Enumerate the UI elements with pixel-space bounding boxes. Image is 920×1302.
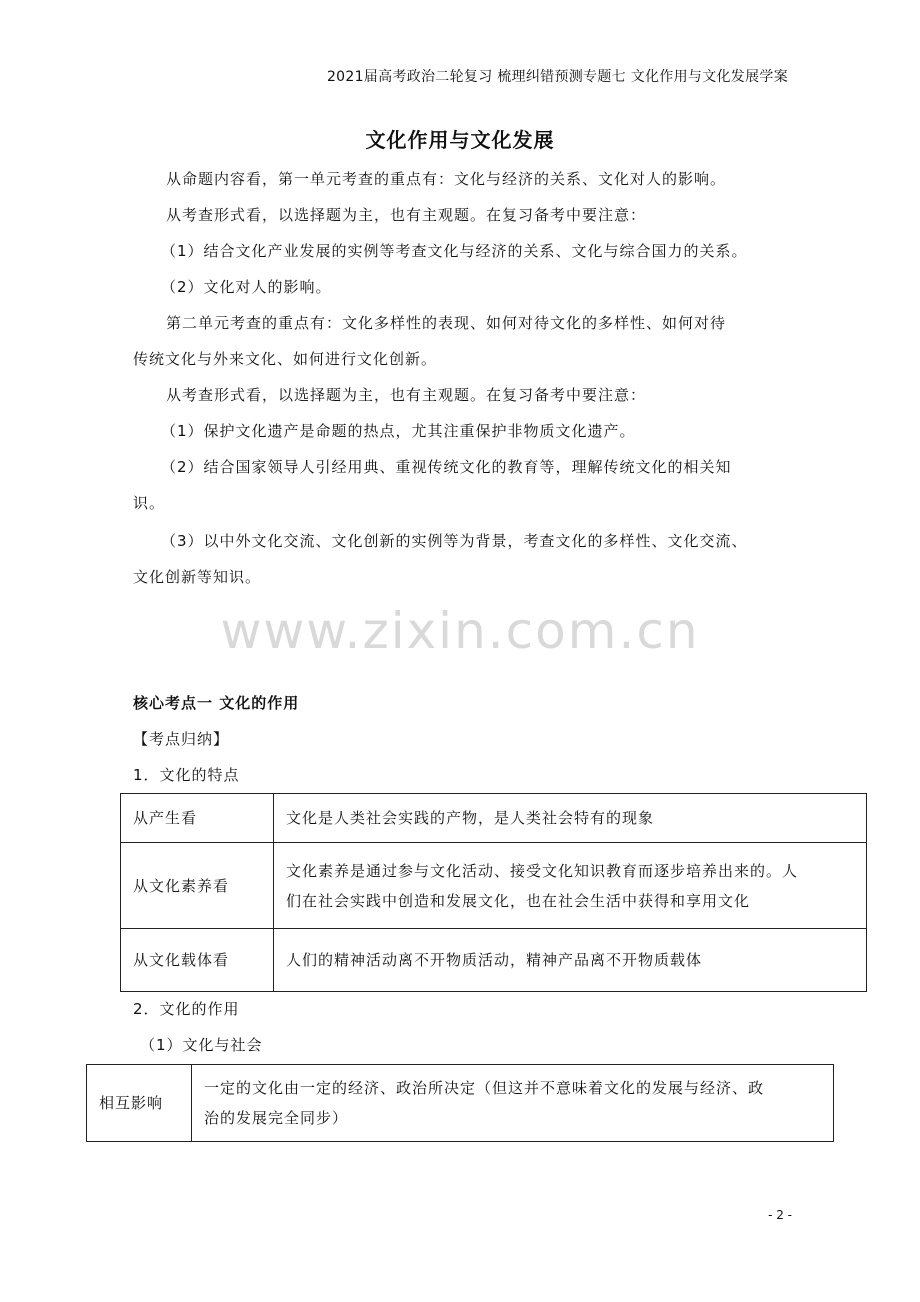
row-key: 从文化素养看	[121, 843, 274, 929]
intro-line: （1）结合文化产业发展的实例等考查文化与经济的关系、文化与综合国力的关系。	[161, 242, 748, 260]
intro-line: （1）保护文化遗产是命题的热点，尤其注重保护非物质文化遗产。	[161, 422, 636, 440]
table-row	[121, 843, 867, 929]
intro-line: 识。	[133, 494, 166, 512]
table-row	[121, 794, 867, 843]
watermark: www.zixin.com.cn	[220, 602, 700, 660]
intro-line: 从命题内容看，第一单元考查的重点有：文化与经济的关系、文化对人的影响。	[166, 170, 727, 188]
item-heading: 2．文化的作用	[133, 1000, 240, 1018]
intro-line: （2）结合国家领导人引经用典、重视传统文化的教育等，理解传统文化的相关知	[161, 458, 732, 476]
intro-line: 第二单元考查的重点有：文化多样性的表现、如何对待文化的多样性、如何对待	[166, 314, 727, 332]
intro-line: 文化创新等知识。	[133, 568, 262, 586]
intro-line: （2）文化对人的影响。	[161, 278, 332, 296]
section-heading: 核心考点一 文化的作用	[133, 694, 300, 712]
row-value: 文化素养是通过参与文化活动、接受文化知识教育而逐步培养出来的。人 们在社会实践中创造和发展文化，也在社会生活中获得和享用文化	[274, 843, 867, 929]
page-number: - 2 -	[768, 1208, 792, 1222]
features-table	[120, 793, 867, 992]
summary-label: 【考点归纳】	[133, 730, 230, 748]
table-row	[121, 929, 867, 992]
intro-line: 传统文化与外来文化、如何进行文化创新。	[133, 350, 438, 368]
row-key: 相互影响	[87, 1065, 192, 1142]
row-key: 从文化载体看	[121, 929, 274, 992]
intro-line: （3）以中外文化交流、文化创新的实例等为背景，考查文化的多样性、文化交流、	[161, 532, 748, 550]
page-title: 文化作用与文化发展	[365, 128, 555, 152]
item-heading: 1．文化的特点	[133, 766, 240, 784]
row-value: 一定的文化由一定的经济、政治所决定（但这并不意味着文化的发展与经济、政 治的发展完全同步）	[192, 1065, 834, 1142]
row-key: 从产生看	[121, 794, 274, 843]
page-header: 2021届高考政治二轮复习 梳理纠错预测专题七 文化作用与文化发展学案	[326, 69, 788, 85]
sub-heading: （1）文化与社会	[140, 1036, 263, 1054]
row-value: 人们的精神活动离不开物质活动，精神产品离不开物质载体	[274, 929, 867, 992]
intro-line: 从考查形式看，以选择题为主，也有主观题。在复习备考中要注意：	[166, 386, 647, 404]
table-row	[87, 1065, 834, 1142]
society-table	[86, 1064, 834, 1142]
row-value: 文化是人类社会实践的产物，是人类社会特有的现象	[274, 794, 867, 843]
intro-line: 从考查形式看，以选择题为主，也有主观题。在复习备考中要注意：	[166, 206, 647, 224]
